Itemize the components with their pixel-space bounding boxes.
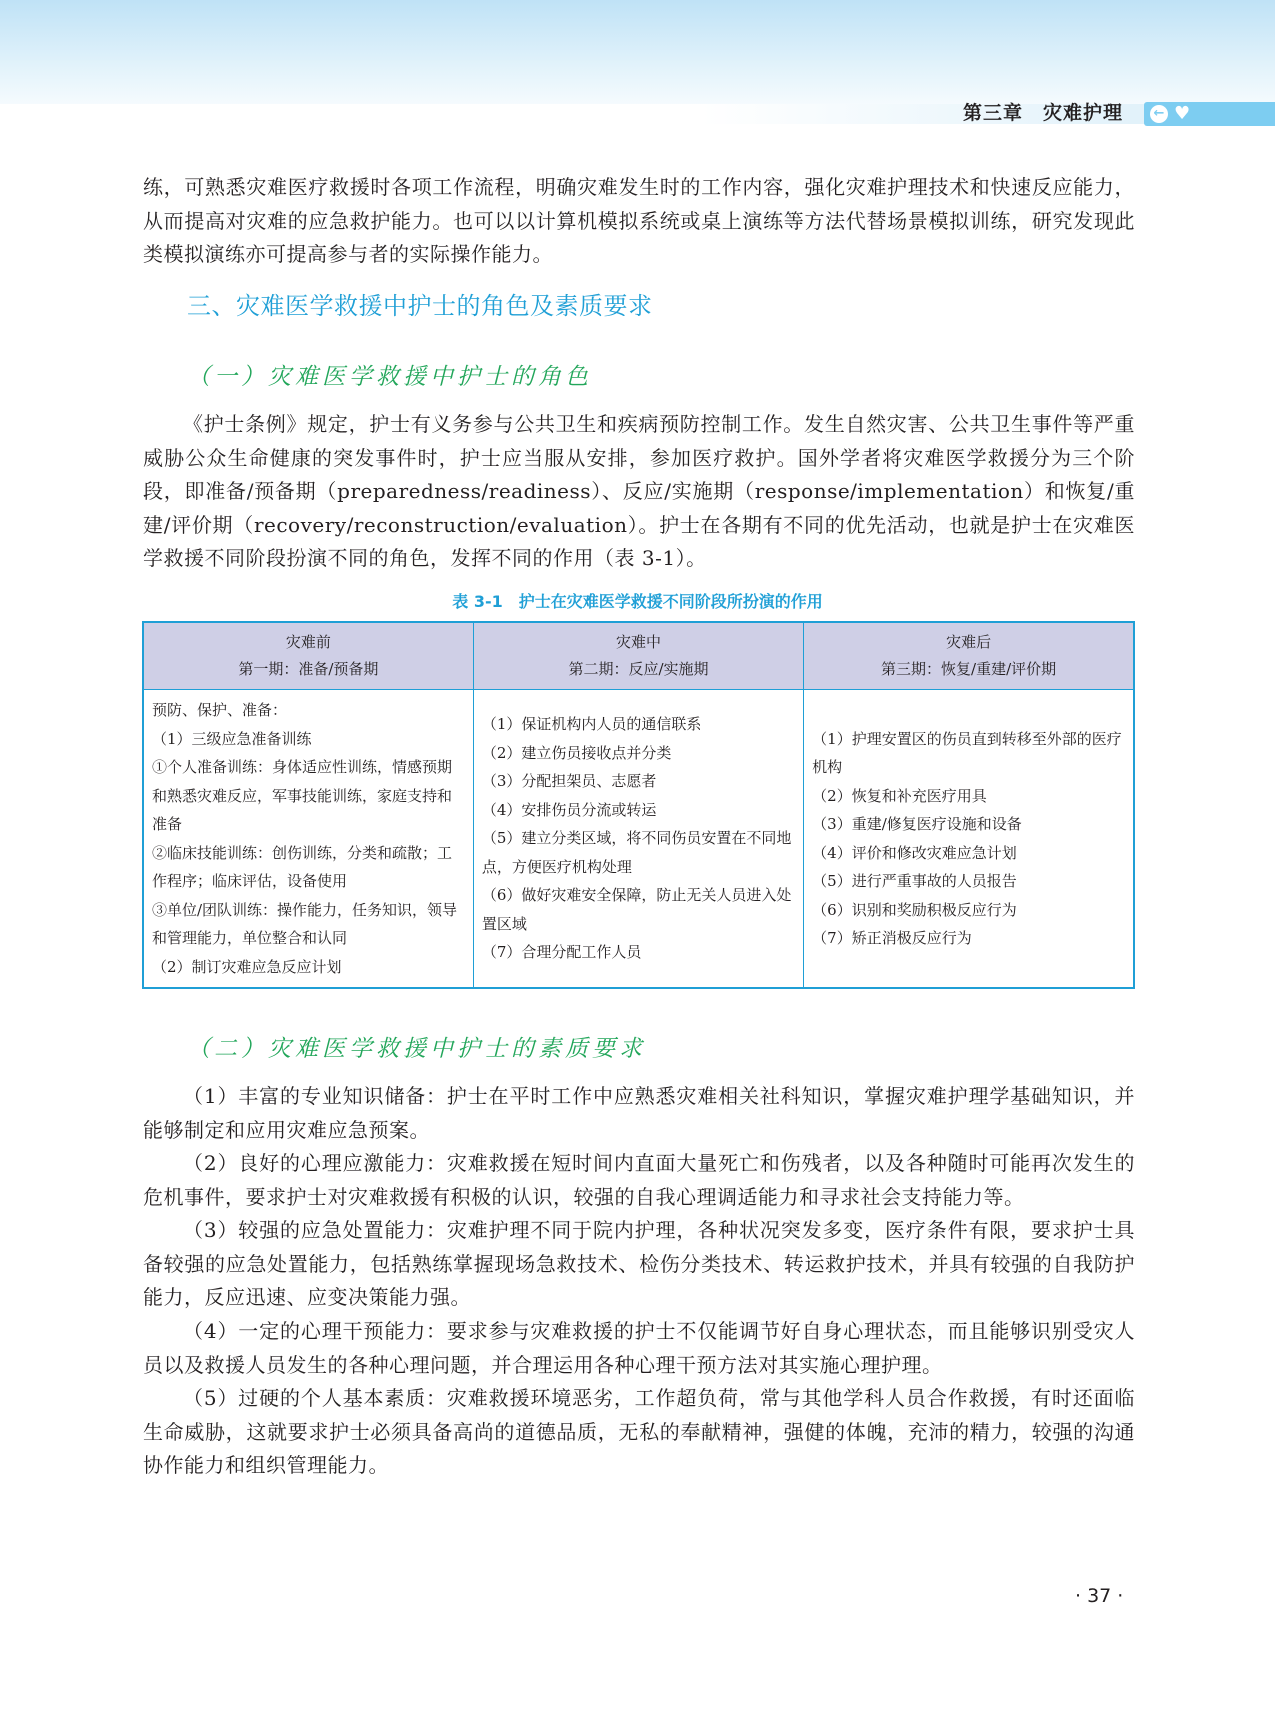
cell-line: （2）制订灾难应急反应计划 [152, 957, 342, 976]
section-title: 三、灾难医学救援中护士的角色及素质要求 [187, 292, 653, 320]
chapter-title: 灾难护理 [1042, 102, 1123, 124]
intro-paragraph: 练，可熟悉灾难医疗救援时各项工作流程，明确灾难发生时的工作内容，强化灾难护理技术和快速反应能力，从而提高对灾难的应急救护能力。也可以以计算机模拟系统或桌上演练等方法代替场景模拟训练，研究发现此类模拟演练亦可提高参与者的实际操作能力。 [143, 175, 1135, 266]
table-number: 表 3-1 [452, 592, 503, 611]
cell-line: 预防、保护、准备： [152, 701, 288, 719]
cell-line: （7）矫正消极反应行为 [812, 929, 972, 947]
column-header-during [473, 622, 803, 690]
cell-line: （6）识别和奖励积极反应行为 [812, 900, 1017, 919]
column-header-label: 灾难中 [615, 633, 661, 651]
heart-icon: ♥ [1174, 103, 1191, 124]
quality-item: （5）过硬的个人基本素质：灾难救援环境恶劣，工作超负荷，常与其他学科人员合作救援，有时还面临生命威胁，这就要求护士必须具备高尚的道德品质，无私的奉献精神，强健的体魄，充沛的精力，较强的沟通协作能力和组织管理能力。 [143, 1386, 1135, 1477]
column-header-phase: 第二期：反应/实施期 [568, 660, 709, 678]
page-number: · 37 · [1075, 1585, 1124, 1607]
cell-line: （2）建立伤员接收点并分类 [481, 743, 672, 762]
cell-line: （4）评价和修改灾难应急计划 [812, 843, 1017, 862]
table-caption [0, 589, 1275, 612]
cell-line: （1）三级应急准备训练 [152, 729, 312, 748]
cell-line: （5）进行严重事故的人员报告 [812, 872, 1017, 890]
chapter-number: 第三章 [962, 102, 1023, 124]
back-arrow-icon: ← [1150, 105, 1168, 123]
column-header-phase: 第三期：恢复/重建/评价期 [881, 660, 1057, 678]
table-cell-after [804, 690, 1134, 989]
cell-line: ①个人准备训练：身体适应性训练，情感预期和熟悉灾难反应，军事技能训练，家庭支持和准备 [152, 758, 453, 833]
cell-line: （5）建立分类区域，将不同伤员安置在不同地点，方便医疗机构处理 [481, 829, 792, 876]
quality-item: （2）良好的心理应激能力：灾难救援在短时间内直面大量死亡和伤残者，以及各种随时可能再次发生的危机事件，要求护士对灾难救援有积极的认识，较强的自我心理调适能力和寻求社会支持能力等。 [143, 1151, 1135, 1209]
table-header-row [143, 622, 1134, 690]
cell-line: （7）合理分配工作人员 [481, 943, 642, 962]
roles-paragraph: 《护士条例》规定，护士有义务参与公共卫生和疾病预防控制工作。发生自然灾害、公共卫生事件等严重威胁公众生命健康的突发事件时，护士应当服从安排，参加医疗救护。国外学者将灾难医学救援分为三个阶段，即准备/预备期（preparedness/readiness）、反应/实施期（response/implementation）和恢复/重建/评价期（recovery/reconstruction/evaluation）。护士在各期有不同的优先活动，也就是护士在灾难医学救援不同阶段扮演不同的角色，发挥不同的作用（表 3-1）。 [143, 412, 1135, 570]
quality-item: （1）丰富的专业知识储备：护士在平时工作中应熟悉灾难相关社科知识，掌握灾难护理学基础知识，并能够制定和应用灾难应急预案。 [143, 1084, 1135, 1142]
table-caption-text: 护士在灾难医学救援不同阶段所扮演的作用 [518, 592, 823, 611]
role-table [142, 621, 1135, 989]
column-header-label: 灾难后 [946, 633, 992, 651]
table-row [143, 690, 1134, 989]
column-header-before [143, 622, 473, 690]
table-cell-before [143, 690, 473, 989]
cell-line: （2）恢复和补充医疗用具 [812, 786, 987, 805]
subsection-title-roles: （一）灾难医学救援中护士的角色 [187, 364, 592, 390]
column-header-after [804, 622, 1134, 690]
cell-line: （1）护理安置区的伤员直到转移至外部的医疗机构 [812, 729, 1122, 776]
column-header-label: 灾难前 [285, 633, 331, 651]
cell-line: ②临床技能训练：创伤训练，分类和疏散；工作程序；临床评估，设备使用 [152, 843, 453, 890]
table-cell-during [473, 690, 803, 989]
running-header [963, 98, 1123, 125]
cell-line: （6）做好灾难安全保障，防止无关人员进入处置区域 [481, 886, 792, 933]
column-header-phase: 第一期：准备/预备期 [238, 660, 379, 678]
cell-line: （4）安排伤员分流或转运 [481, 800, 657, 819]
cell-line: （1）保证机构内人员的通信联系 [481, 715, 702, 734]
subsection-title-qualities: （二）灾难医学救援中护士的素质要求 [187, 1036, 646, 1062]
quality-item: （4）一定的心理干预能力：要求参与灾难救援的护士不仅能调节好自身心理状态，而且能够识别受灾人员以及救援人员发生的各种心理问题，并合理运用各种心理干预方法对其实施心理护理。 [143, 1319, 1135, 1377]
cell-line: （3）分配担架员、志愿者 [481, 772, 657, 791]
cell-line: （3）重建/修复医疗设施和设备 [812, 815, 1022, 833]
quality-item: （3）较强的应急处置能力：灾难护理不同于院内护理，各种状况突发多变，医疗条件有限，要求护士具备较强的应急处置能力，包括熟练掌握现场急救技术、检伤分类技术、转运救护技术，并具有较强的自我防护能力，反应迅速、应变决策能力强。 [143, 1218, 1135, 1309]
header-tab [1144, 102, 1275, 126]
cell-line: ③单位/团队训练：操作能力，任务知识，领导和管理能力，单位整合和认同 [152, 900, 458, 947]
